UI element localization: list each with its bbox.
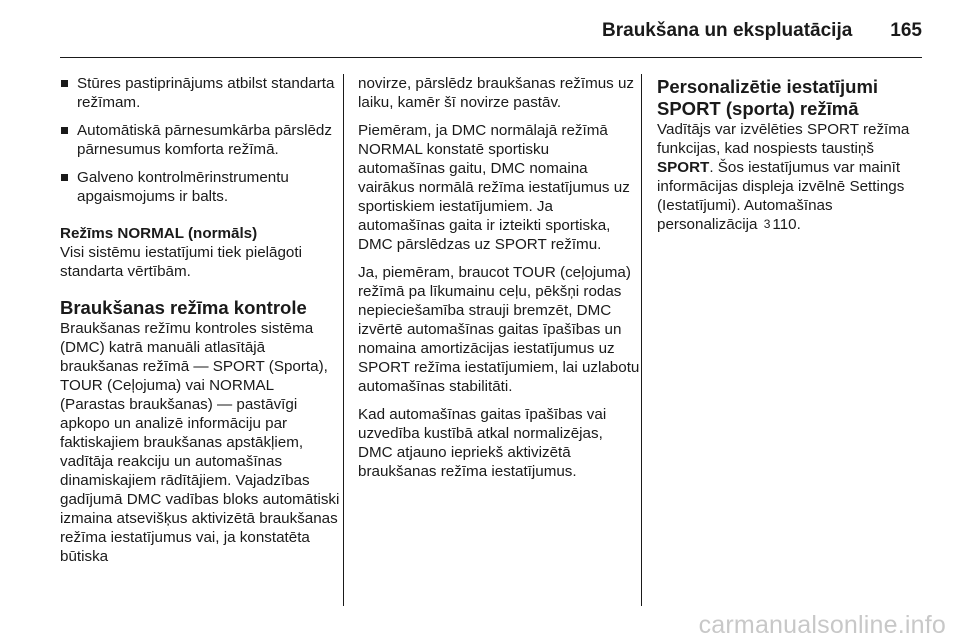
drive-mode-control-text: Braukšanas režīmu kontroles sistēma (DMC) katrā manuāli atlasītājā braukšanas režīmā — SPORT (Sporta), TOUR (Ceļojuma) vai NORMAL (Parastas braukšanas) — pastāvīgi apkopo un analizē informāciju par faktiskajiem braukšanas apstākļiem, vadītāja reakciju un automašīnas dinamiskajiem rādītājiem. Vajadzības gadījumā DMC vadības bloks automātiski izmaina atsevišķus aktivizētā braukšanas režīma iestatījumus vai, ja konstatēta būtiska — [60, 320, 340, 565]
personalized-settings-text: Vadītājs var izvēlēties SPORT režīma funkcijas, kad nospiests taustiņš SPORT. Šos iestatījumus var mainīt informācijas displeja izvēlnē Settings (Iestatījumi). Automašīnas personalizācija 3 110. — [657, 121, 910, 233]
bullet-list — [60, 74, 342, 206]
normal-mode-heading: Režīms NORMAL (normāls) — [60, 225, 258, 242]
watermark: carmanualsonline.info — [698, 611, 946, 639]
column-3 — [657, 76, 927, 235]
column-divider-1 — [343, 74, 344, 606]
personalized-settings-heading: Personalizētie iestatījumi SPORT (sporta) režīmā — [657, 76, 879, 119]
paragraph: Kad automašīnas gaitas īpašības vai uzvedība kustībā atkal normalizējas, DMC atjauno iepriekš aktivizētā braukšanas režīma iestatījumus. — [358, 406, 607, 480]
drive-mode-control-heading: Braukšanas režīma kontrole — [60, 297, 307, 318]
column-divider-2 — [641, 74, 642, 606]
square-bullet-icon — [61, 80, 68, 87]
column-2 — [358, 74, 640, 490]
page-reference-arrow-icon: 3 — [763, 217, 771, 231]
normal-mode-text: Visi sistēmu iestatījumi tiek pielāgoti standarta vērtībām. — [60, 244, 302, 280]
sport-key-label: SPORT — [657, 159, 710, 176]
bullet-item: Stūres pastiprinājums atbilst standarta režīmam. — [60, 74, 342, 112]
square-bullet-icon — [61, 127, 68, 134]
bullet-item: Automātiskā pārnesumkārba pārslēdz pārnesumus komforta režīmā. — [60, 121, 342, 159]
page-number: 165 — [890, 20, 922, 41]
paragraph: novirze, pārslēdz braukšanas režīmus uz laiku, kamēr šī novirze pastāv. — [358, 75, 635, 111]
header-rule — [60, 57, 922, 58]
square-bullet-icon — [61, 174, 68, 181]
bullet-item: Galveno kontrolmērinstrumentu apgaismojums ir balts. — [60, 168, 342, 206]
paragraph: Ja, piemēram, braucot TOUR (ceļojuma) režīmā pa līkumainu ceļu, pēkšņi rodas nepieciešamība strauji bremzēt, DMC izvērtē automašīnas gaitas īpašības un nomaina amortizācijas iestatījumus uz SPORT režīma iestatījumiem, lai uzlabotu automašīnas stabilitāti. — [358, 264, 640, 395]
page-reference[interactable]: 110. — [772, 216, 801, 233]
header-title: Braukšana un ekspluatācija — [602, 20, 853, 41]
paragraph: Piemēram, ja DMC normālajā režīmā NORMAL konstatē sportisku automašīnas gaitu, DMC nomaina vairākus normālā režīma iestatījumus uz sportiskiem iestatījumiem. Ja automašīnas gaita ir izteikti sportiska, DMC pārslēdzas uz SPORT režīmu. — [358, 122, 630, 253]
page-header — [60, 20, 922, 56]
column-1 — [60, 74, 342, 566]
